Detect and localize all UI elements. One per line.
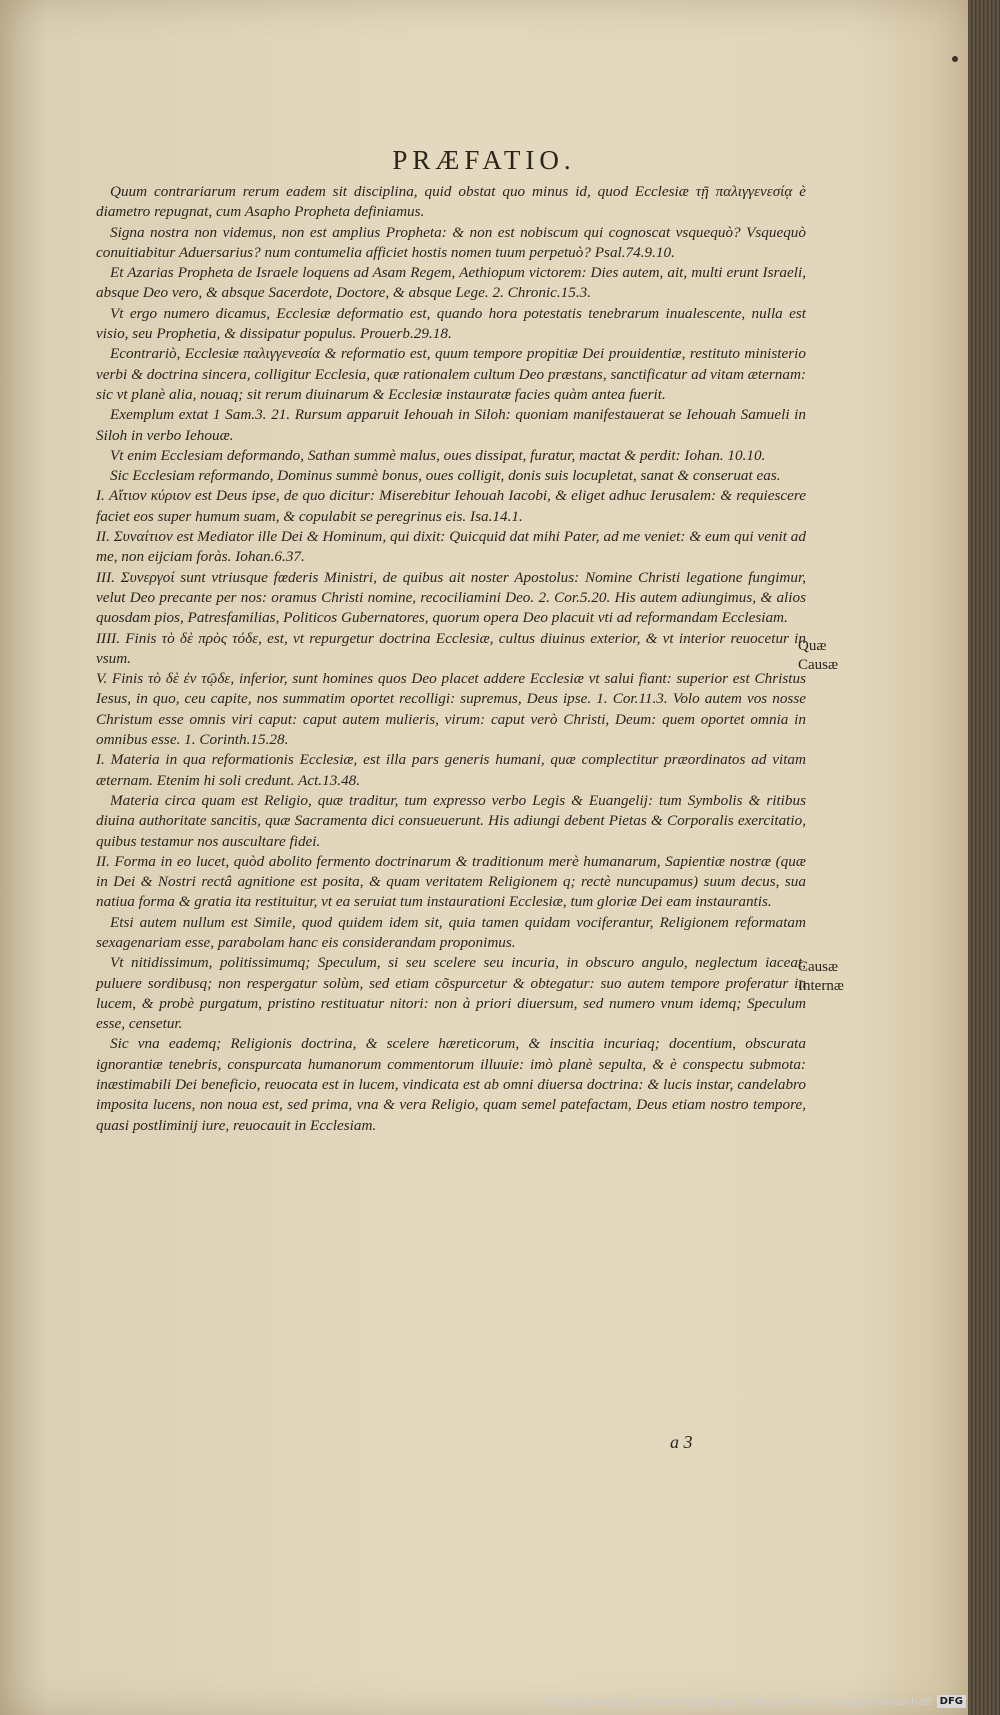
- paragraph: I. Αἴτιον κύριον est Deus ipse, de quo dicitur: Miserebitur Iehouah Iacobi, & eliget adhuc Ierusalem: & requiescere faciet eos super humum suam, & copulabit se peregrinus eis. Isa.14.1.: [96, 487, 806, 525]
- paragraph: I. Materia in qua reformationis Ecclesiæ, est illa pars generis humani, quæ complectitur præordinatos ad vitam æternam. Etenim hi soli credunt. Act.13.48.: [96, 751, 806, 789]
- paragraph: II. Forma in eo lucet, quòd abolito fermento doctrinarum & traditionum merè humanarum, Sapientiæ nostræ (quæ in Dei & Nostri rectâ agnitione est posita, & quam veritatem Religionem q; rectè nuncupamus) suum decus, sua natiua forma & gratia ita restituitur, vt ea seruiat tum instaurationi Ecclesiæ, tum gloriæ Dei eam instaurantis.: [96, 852, 806, 911]
- paragraph: III. Συνεργοί sunt vtriusque fœderis Ministri, de quibus ait noster Apostolus: Nomine Christi legatione fungimur, velut Deo precante per nos: oramus Christi nomine, recociliamini Deo. 2. Cor.5.20. His autem adiungimus, & alios quosdam pios, Patresfamilias, Politicos Gubernatores, quorum opera Deo placuit vti ad reformandam Ecclesiam.: [96, 568, 806, 627]
- signature-mark: a 3: [670, 1432, 693, 1452]
- page-title: PRÆFATIO.: [392, 145, 576, 175]
- paragraph: Vt ergo numero dicamus, Ecclesiæ deformatio est, quando hora potestatis tenebrarum inualescente, nulla est visio, seu Prophetia, & dissipatur populus. Prouerb.29.18.: [96, 304, 806, 343]
- paragraph: Et Azarias Propheta de Israele loquens ad Asam Regem, Aethiopum victorem: Dies autem, ait, multi erunt Israeli, absque Deo vero, & absque Sacerdote, Doctore, & absque Lege. 2. Chronic.15.3.: [96, 264, 806, 302]
- margin-note-quae-causae: Quæ Causæ: [798, 638, 839, 673]
- margin-note-causae-internae: Causæ Internæ: [798, 959, 844, 994]
- paragraph: Materia circa quam est Religio, quæ traditur, tum expresso verbo Legis & Euangelij: tum Symbolis & ritibus diuina authoritate sancitis, quæ Sacramenta dici consueuerunt. His adiungi debent Pietas & Corporalis exercitatio, quibus testamur nos auscultare fidei.: [96, 791, 806, 850]
- paragraph: Vt enim Ecclesiam deformando, Sathan summè malus, oues dissipat, furatur, mactat & perdit: Iohan. 10.10.: [110, 446, 766, 464]
- paragraph: Vt nitidissimum, politissimumq; Speculum, si seu scelere seu incuria, in obscuro angulo, neglectum iaceat, puluere sordibusq; non respergatur solùm, sed etiam cõspurcetur & obtegatur: suo autem tempore proferatur in lucem, & probè purgatum, pristino restituatur nitori: non à priori diuersum, sed numero vnum idemq; Speculum esse, censetur.: [96, 954, 806, 1033]
- book-edge: [968, 0, 1000, 1715]
- paragraph: II. Συναίτιον est Mediator ille Dei & Hominum, qui dixit: Quicquid dat mihi Pater, ad me veniet: & eum qui venit ad me, non eijciam foràs. Iohan.6.37.: [96, 528, 806, 566]
- paragraph: V. Finis τὸ δὲ ἐν τῷδε, inferior, sunt homines quos Deo placet addere Ecclesiæ vt salui fiant: superior est Christus Iesus, in quo, ceu capite, nos summatim oportet recolligi: supremus, Deus ipse. 1. Cor.11.3. Volo autem vos nosse Christum esse omnis viri caput: caput autem mulieris, virum: caput verò Christi, Deum: quem oportet omnia in omnibus esse. 1. Corinth.15.28.: [96, 670, 806, 749]
- paragraph: Econtrariò, Ecclesiæ παλιγγενεσία & reformatio est, quum tempore propitiæ Dei prouidentiæ, restituto ministerio verbi & doctrina sincera, colligitur Ecclesia, quæ rationalem cultum Deo præstans, sanctificatur ad vitam æternam: sic vt planè alia, nouaq; sit rerum diuinarum & Ecclesiæ instauratæ facies quàm antea fuerit.: [96, 345, 806, 403]
- footer-text: Digitalisierung gefördert durch die Deutsche Forschungsgemeinschaft: [546, 1695, 933, 1708]
- paragraph: Etsi autem nullum est Simile, quod quidem idem sit, quia tamen quidam vociferantur, Religionem reformatam sexagenariam esse, parabolam hanc eis considerandam proponimus.: [96, 913, 806, 951]
- ink-spot: [952, 56, 958, 62]
- body-text: [96, 182, 806, 1136]
- paragraph: Sic vna eademq; Religionis doctrina, & scelere hæreticorum, & inscitia incuriaq; docentium, obscurata ignorantiæ tenebris, conspurcata humanorum commentorum illuuie: imò planè sepulta, & è conspectu submota: inæstimabili Dei beneficio, reuocata est in lucem, vindicata est ab omni diuersa doctrina: & lucis instar, candelabro imposita lucens, non noua est, sed prima, vna & vera Religio, quam semel patefactam, Deus etiam nostro tempore, quasi postliminij iure, reuocauit in Ecclesiam.: [96, 1035, 806, 1134]
- paragraph: Exemplum extat 1 Sam.3. 21. Rursum apparuit Iehouah in Siloh: quoniam manifestauerat se Iehouah Samueli in Siloh in verbo Iehouæ.: [96, 406, 806, 444]
- paragraph: Signa nostra non videmus, non est amplius Propheta: & non est nobiscum qui cognoscat vsquequò? Vsquequò conuitiabitur Aduersarius? num contumelia afficiet hostis nomen tuum perpetuò? Psal.74.9.10.: [96, 223, 806, 261]
- dfg-logo: DFG: [937, 1695, 966, 1708]
- paragraph: Sic Ecclesiam reformando, Dominus summè bonus, oues colligit, donis suis locupletat, sanat & conseruat eas.: [110, 467, 781, 485]
- paragraph: IIII. Finis τὸ δὲ πρὸς τόδε, est, vt repurgetur doctrina Ecclesiæ, cultus diuinus exterior, & vt interior reuocetur in vsum.: [96, 629, 806, 667]
- footer-credit: [547, 1695, 966, 1708]
- paragraph: Quum contrariarum rerum eadem sit disciplina, quid obstat quo minus id, quod Ecclesiæ τῇ παλιγγενεσίᾳ è diametro repugnat, cum Asapho Propheta definiamus.: [96, 183, 806, 221]
